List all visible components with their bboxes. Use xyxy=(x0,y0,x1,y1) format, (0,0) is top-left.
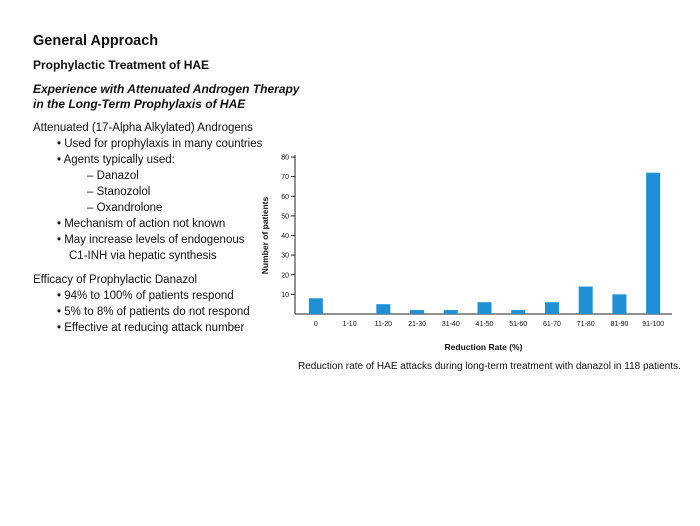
italic-heading-line-2: in the Long-Term Prophylaxis of HAE xyxy=(33,97,246,111)
x-tick-label: 91-100 xyxy=(642,321,665,328)
italic-heading-line-1: Experience with Attenuated Androgen Therapy xyxy=(33,82,300,96)
bar xyxy=(478,302,492,314)
x-tick-label: 61-70 xyxy=(543,321,561,328)
efficacy-list xyxy=(33,288,250,336)
bar xyxy=(545,302,559,314)
x-tick-label: 71-80 xyxy=(576,321,595,328)
x-tick-label: 41-50 xyxy=(475,321,494,328)
bar xyxy=(579,287,593,314)
x-tick-label: 81-90 xyxy=(610,321,629,328)
list-item: – Oxandrolone xyxy=(87,202,163,214)
y-tick-label: 30 xyxy=(281,252,289,260)
x-tick-label: 51-60 xyxy=(509,321,528,328)
y-tick-label: 50 xyxy=(281,213,289,221)
list-item: • Mechanism of action not known xyxy=(57,218,226,230)
page-subtitle: Prophylactic Treatment of HAE xyxy=(33,58,210,72)
bar xyxy=(410,310,424,314)
list-item: • 94% to 100% of patients respond xyxy=(57,290,234,302)
x-axis-title: Reduction Rate (%) xyxy=(444,342,523,352)
bar xyxy=(309,298,323,314)
x-tick-label: 31-40 xyxy=(441,321,460,328)
bar xyxy=(444,310,458,314)
bar xyxy=(511,310,525,314)
list-item: • Effective at reducing attack number xyxy=(57,322,245,334)
y-tick-label: 40 xyxy=(281,233,289,240)
y-tick-label: 70 xyxy=(281,174,289,182)
y-tick-label: 20 xyxy=(281,272,289,280)
bar xyxy=(612,294,626,314)
y-axis-title: Number of patients xyxy=(260,196,270,275)
x-tick-label: 21-30 xyxy=(408,321,426,328)
list-item: C1-INH via hepatic synthesis xyxy=(69,250,217,262)
efficacy-heading: Efficacy of Prophylactic Danazol xyxy=(33,274,198,286)
list-item: • May increase levels of endogenous xyxy=(57,234,245,246)
bar-chart xyxy=(250,145,680,355)
list-item: – Danazol xyxy=(87,170,139,182)
chart-caption: Reduction rate of HAE attacks during long-term treatment with danazol in 118 patients. xyxy=(298,361,681,372)
x-tick-label: 1-10 xyxy=(342,321,357,328)
list-item: • Agents typically used: xyxy=(57,154,175,166)
list-item: – Stanozolol xyxy=(87,186,151,198)
page-title: General Approach xyxy=(33,33,159,49)
section-heading-italic xyxy=(33,82,299,112)
list-item: • 5% to 8% of patients do not respond xyxy=(57,306,250,318)
androgens-section xyxy=(33,120,262,264)
y-tick-label: 60 xyxy=(281,193,289,201)
bar xyxy=(376,304,390,314)
androgens-heading: Attenuated (17-Alpha Alkylated) Androgens xyxy=(33,122,253,134)
x-tick-label: 0 xyxy=(313,321,318,328)
androgens-list xyxy=(33,136,262,264)
bar xyxy=(646,173,660,314)
x-tick-label: 11-20 xyxy=(374,321,393,328)
y-tick-label: 80 xyxy=(281,154,289,162)
efficacy-section xyxy=(33,272,250,336)
y-tick-label: 10 xyxy=(281,291,289,299)
list-item: • Used for prophylaxis in many countries xyxy=(57,138,263,150)
